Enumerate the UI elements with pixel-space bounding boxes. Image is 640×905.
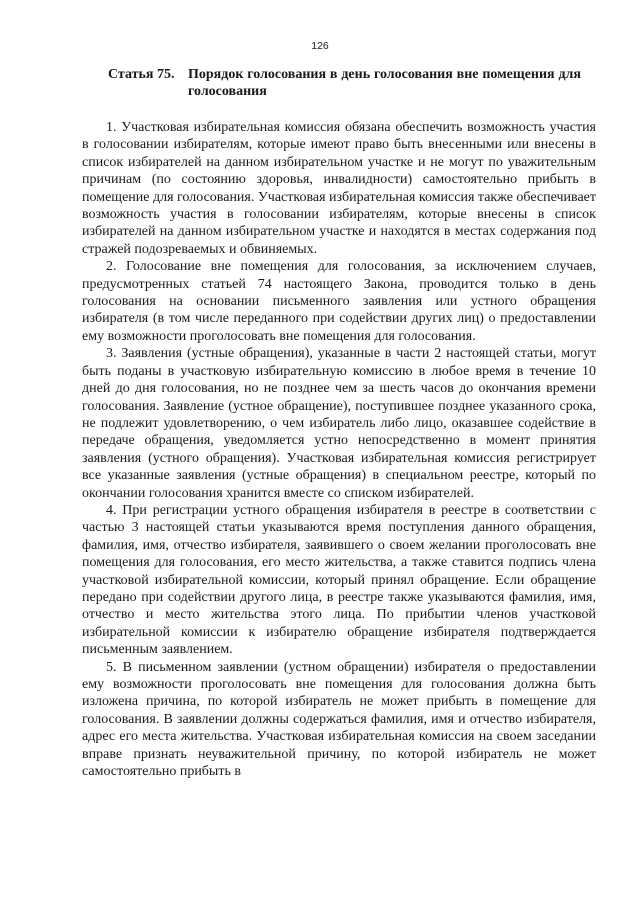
- page-number: 126: [311, 40, 329, 52]
- paragraph-4: 4. При регистрации устного обращения избирателя в реестре в соответствии с частью 3 настоящей статьи указываются время поступления данного обращения, фамилия, имя, отчество избирателя, заявившего о своем желании проголосовать вне помещения для голосования, его место жительства, а также ставится подпись члена участковой избирательной комиссии, который принял обращение. Если обращение передано при содействии другого лица, в реестре также указываются фамилия, имя, отчество и место жительства этого лица. По прибытии членов участковой избирательной комиссии к избирателю обращение избирателя подтверждается письменным заявлением.: [82, 502, 596, 658]
- paragraph-2: 2. Голосование вне помещения для голосования, за исключением случаев, предусмотренных статьей 74 настоящего Закона, проводится только в день голосования на основании письменного заявления или устного обращения избирателя (в том числе переданного при содействии других лиц) о предоставлении ему возможности проголосовать вне помещения для голосования.: [82, 259, 596, 344]
- article-number: Статья 75.: [108, 67, 175, 82]
- article-heading: [108, 66, 581, 100]
- paragraph-1: 1. Участковая избирательная комиссия обязана обеспечить возможность участия в голосовании избирателям, которые имеют право быть внесенными или внесены в список избирателей на данном избирательном участке и не могут по уважительным причинам (по состоянию здоровья, инвалидности) самостоятельно прибыть в помещение для голосования. Участковая избирательная комиссия также обеспечивает возможность участия в голосовании избирателям, которые внесены в список избирателей на данном избирательном участке и находятся в местах содержания под стражей подозреваемых и обвиняемых.: [82, 120, 596, 257]
- article-body: [82, 119, 596, 780]
- article-title: Порядок голосования в день голосования вне помещения для голосования: [188, 67, 581, 99]
- paragraph-3: 3. Заявления (устные обращения), указанные в части 2 настоящей статьи, могут быть поданы в участковую избирательную комиссию в любое время в течение 10 дней до дня голосования, но не позднее чем за шесть часов до окончания времени голосования. Заявление (устное обращение), поступившее позднее указанного срока, не подлежит удовлетворению, о чем избиратель либо лицо, оказавшее содействие в передаче обращения, уведомляется устно непосредственно в момент принятия заявления (устного обращения). Участковая избирательная комиссия регистрирует все указанные заявления (устные обращения) в специальном реестре, который по окончании голосования хранится вместе со списком избирателей.: [82, 346, 596, 501]
- paragraph-5: 5. В письменном заявлении (устном обращении) избирателя о предоставлении ему возможности проголосовать вне помещения для голосования должна быть изложена причина, по которой избиратель не может прибыть в помещение для голосования. В заявлении должны содержаться фамилия, имя и отчество избирателя, адрес его места жительства. Участковая избирательная комиссия на своем заседании вправе признать неуважительной причину, по которой избиратель не может самостоятельно прибыть в: [82, 659, 596, 780]
